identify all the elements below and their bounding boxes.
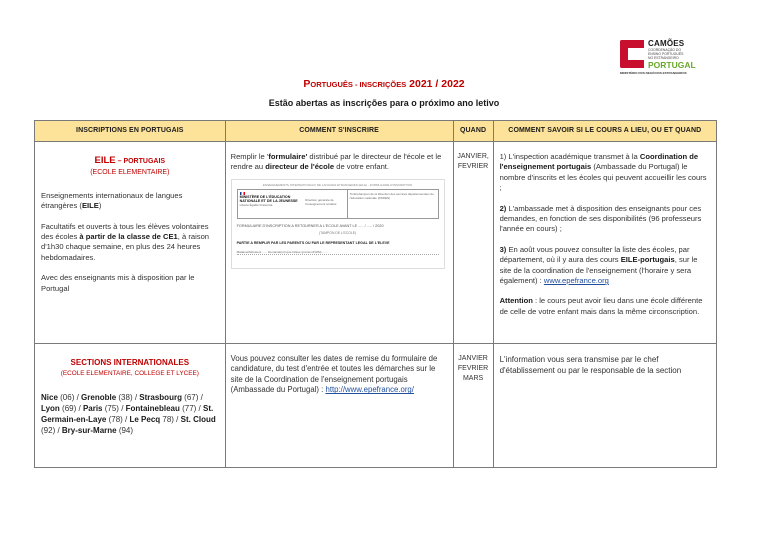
header-inscriptions: INSCRIPTIONS EN PORTUGAIS [35,121,226,142]
form-line-stamp: (TAMPON DE L'ECOLE) [319,230,357,235]
camoes-c-icon [620,40,644,68]
header-comment-savoir: COMMENT SAVOIR SI LE COURS A LIEU, OU ET QUAND [493,121,716,142]
header-quand: QUAND [453,121,493,142]
form-header: ENSEIGNEMENTS INTERNATIONAUX DE LANGUES ETRANGERES (EILE) - FORMULAIRE D'INSCRIPTION [262,182,413,187]
si-how-text: Vous pouvez consulter les dates de remise du formulaire de candidature, du test d'entrée et toutes les démarches sur le site de la Coordination de l'enseignement portugais (Ambassade du Portugal) : http://www.epefrance.org/ [230,354,438,395]
si-description-cell [35,344,226,468]
table-header-row [35,121,717,142]
title-prefix: P [303,78,311,90]
eile-info-cell [493,142,716,344]
table-row-sections-internationales [35,344,717,468]
eile-subtitle: (ECOLE ELEMENTAIRE) [90,169,170,177]
eile-description-cell [35,142,226,344]
eile-how-text: Remplir le 'formulaire' distribué par le directeur de l'école et le rendre au directeur de l'école de votre enfant. [230,152,442,172]
form-line-parents: PARTIE A REMPLIR PAR LES PARENTS OU PAR LE REPRESENTANT LEGAL DE L'ELEVE [236,240,390,245]
logo-brand: CAMÕES [648,39,685,48]
si-info-cell [493,344,716,468]
eile-title [41,156,219,167]
header-comment-inscrire: COMMENT S'INSCRIRE [225,121,453,142]
eile-desc-2: Facultatifs et ouverts à tous les élèves volontaires des écoles à partir de la classe de CE1, à raison d'1h30 chaque semaine, en plus des 24 heures hebdomadaires. [41,221,210,262]
page-subtitle: Estão abertas as inscrições para o próximo ano letivo [268,98,500,108]
eile-info-attention: Attention : le cours peut avoir lieu dans une école différente de celle de votre enfant mais dans la même circonscription. [499,296,703,316]
inscriptions-table [34,120,717,468]
logo-subtitle: COORDENAÇÃO DO ENSINO PORTUGUÊS NO ESTRANGEIRO [648,48,684,60]
si-how-cell [225,344,453,468]
form-ministry: MINISTÈRE DE L'ÉDUCATION NATIONALE ET DE LA JEUNESSE [239,194,298,203]
epefrance-url-link[interactable]: http://www.epefrance.org/ [325,385,414,395]
eile-info-3: 3) En août vous pouvez consulter la liste des écoles, par département, où il y aura des cours EILE-portugais, sur le site de la coordination de l'enseignement (l'horaire y sera également) : www.epefrance.org [499,244,698,286]
form-stamp-area: Timbre/tampon de la Direction des services départementaux de l'éducation nationale (DSDEN) [349,191,434,200]
table-row-eile [35,142,717,344]
page-title [0,78,768,90]
si-cities: Nice (06) / Grenoble (38) / Strasbourg (67) / Lyon (69) / Paris (75) / Fontainebleau (77) / St. Germain-en-Laye (78) / Le Pecq 78) / St. Cloud (92) / Bry-sur-Marne (94) [41,392,216,435]
when-month: JANVIER, [457,153,489,160]
when-month: MARS [462,375,484,382]
eile-desc-3: Avec des enseignants mis à disposition par le Portugal [41,273,195,293]
eile-title-main: EILE [94,155,116,166]
logo-country: PORTUGAL [648,60,696,70]
si-info-text: L'information vous sera transmise par le chef d'établissement ou par le responsable de la section [499,355,682,375]
camoes-logo [620,38,710,78]
eile-when-cell [453,142,493,344]
form-direction: Direction générale de l'enseignement scolaire [305,197,337,206]
title-middle: INSCRIÇÕES [359,80,407,89]
title-prefix-sc: ORTUGUÊS - [310,80,360,89]
si-when-cell [453,344,493,468]
eile-info-1: 1) L'inspection académique transmet à la Coordination de l'enseignement portugais (Ambassade du Portugal) le nombre d'inscrits et les écoles qui peuvent accueillir les cours ; [499,152,707,193]
form-ministry-block [238,190,348,218]
form-line-return: FORMULAIRE D'INSCRIPTION A RETOURNER A L'ECOLE AVANT LE ..... / ..... / 2020 [236,223,384,228]
form-header-box [237,189,439,219]
si-subtitle: (ECOLE ELEMENTAIRE, COLLEGE ET LYCEE) [60,370,199,378]
when-month: JANVIER [458,355,488,362]
when-month: FEVRIER [457,365,489,372]
eile-desc-1: Enseignements internationaux de langues étrangères (EILE) [41,190,183,211]
epefrance-link[interactable]: www.epefrance.org [543,276,609,286]
eile-info-2: 2) L'ambassade met à disposition des enseignants pour ces demandes, en fonction de ses disponibilités (96 professeurs l'année en cours) ; [499,203,702,234]
form-thumbnail-image [231,179,445,269]
form-ministry-sub: Liberté Égalité Fraternité [239,203,273,208]
title-years: 2021 / 2022 [406,78,465,90]
si-title: SECTIONS INTERNATIONALES [70,358,190,367]
form-line-request: Madame/Monsieur ...... Demande(nt) que l'élève (prénom/NOM) ...... [237,250,439,255]
logo-ministry: MINISTÉRIO DOS NEGÓCIOS ESTRANGEIROS [620,71,687,75]
when-month: FEVRIER [457,163,489,170]
eile-title-rest: – PORTUGAIS [115,158,166,165]
eile-how-cell [225,142,453,344]
